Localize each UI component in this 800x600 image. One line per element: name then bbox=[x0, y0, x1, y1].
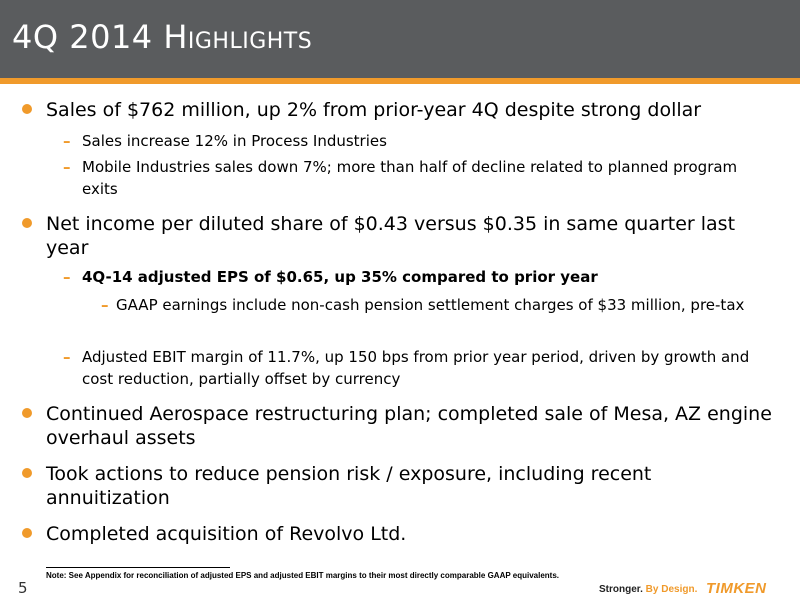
sub-sub-bullet-text: GAAP earnings include non-cash pension settlement charges of $33 million, pre-tax bbox=[116, 296, 745, 314]
timken-logo: TIMKEN bbox=[706, 580, 767, 597]
sub-bullet-item bbox=[63, 266, 772, 288]
bullet-dot-icon bbox=[22, 528, 32, 538]
tagline-part-a: Stronger. bbox=[599, 584, 643, 595]
bullet-dot-icon bbox=[22, 218, 32, 228]
dash-icon: – bbox=[101, 296, 109, 314]
accent-divider bbox=[0, 78, 800, 84]
footnote-divider bbox=[46, 567, 230, 568]
tagline bbox=[599, 584, 697, 595]
sub-bullet-text: Mobile Industries sales down 7%; more than half of decline related to planned program exits bbox=[82, 158, 738, 198]
bullet-dot-icon bbox=[22, 408, 32, 418]
sub-bullet-text: Sales increase 12% in Process Industries bbox=[82, 132, 387, 150]
bullet-text: Net income per diluted share of $0.43 versus $0.35 in same quarter last year bbox=[46, 213, 736, 259]
bullet-item bbox=[46, 522, 776, 546]
bullet-item bbox=[46, 212, 776, 260]
sub-bullet-text: 4Q-14 adjusted EPS of $0.65, up 35% compared to prior year bbox=[82, 268, 598, 286]
footnote: Note: See Appendix for reconciliation of adjusted EPS and adjusted EBIT margins to their most directly comparable GAAP equivalents. bbox=[46, 571, 559, 580]
bullet-item bbox=[46, 98, 776, 122]
bullet-item bbox=[46, 402, 776, 450]
title-bar bbox=[0, 0, 800, 78]
sub-bullet-item bbox=[63, 130, 772, 152]
slide-title: 4Q 2014 Highlights bbox=[12, 18, 313, 56]
sub-sub-bullet-item bbox=[101, 294, 756, 316]
tagline-part-b: By Design. bbox=[642, 584, 698, 595]
sub-bullet-item bbox=[63, 156, 772, 200]
dash-icon: – bbox=[63, 268, 71, 286]
dash-icon: – bbox=[63, 158, 71, 176]
dash-icon: – bbox=[63, 348, 71, 366]
page-number: 5 bbox=[18, 579, 28, 597]
bullet-item bbox=[46, 462, 776, 510]
dash-icon: – bbox=[63, 132, 71, 150]
bullet-text: Continued Aerospace restructuring plan; completed sale of Mesa, AZ engine overhaul assets bbox=[46, 403, 772, 449]
sub-bullet-text: Adjusted EBIT margin of 11.7%, up 150 bps from prior year period, driven by growth and cost reduction, partially offset by currency bbox=[82, 348, 750, 388]
bullet-dot-icon bbox=[22, 468, 32, 478]
bullet-text: Took actions to reduce pension risk / exposure, including recent annuitization bbox=[46, 463, 652, 509]
bullet-text: Completed acquisition of Revolvo Ltd. bbox=[46, 523, 407, 545]
sub-bullet-item bbox=[63, 346, 772, 390]
bullet-text: Sales of $762 million, up 2% from prior-year 4Q despite strong dollar bbox=[46, 99, 702, 121]
bullet-dot-icon bbox=[22, 104, 32, 114]
